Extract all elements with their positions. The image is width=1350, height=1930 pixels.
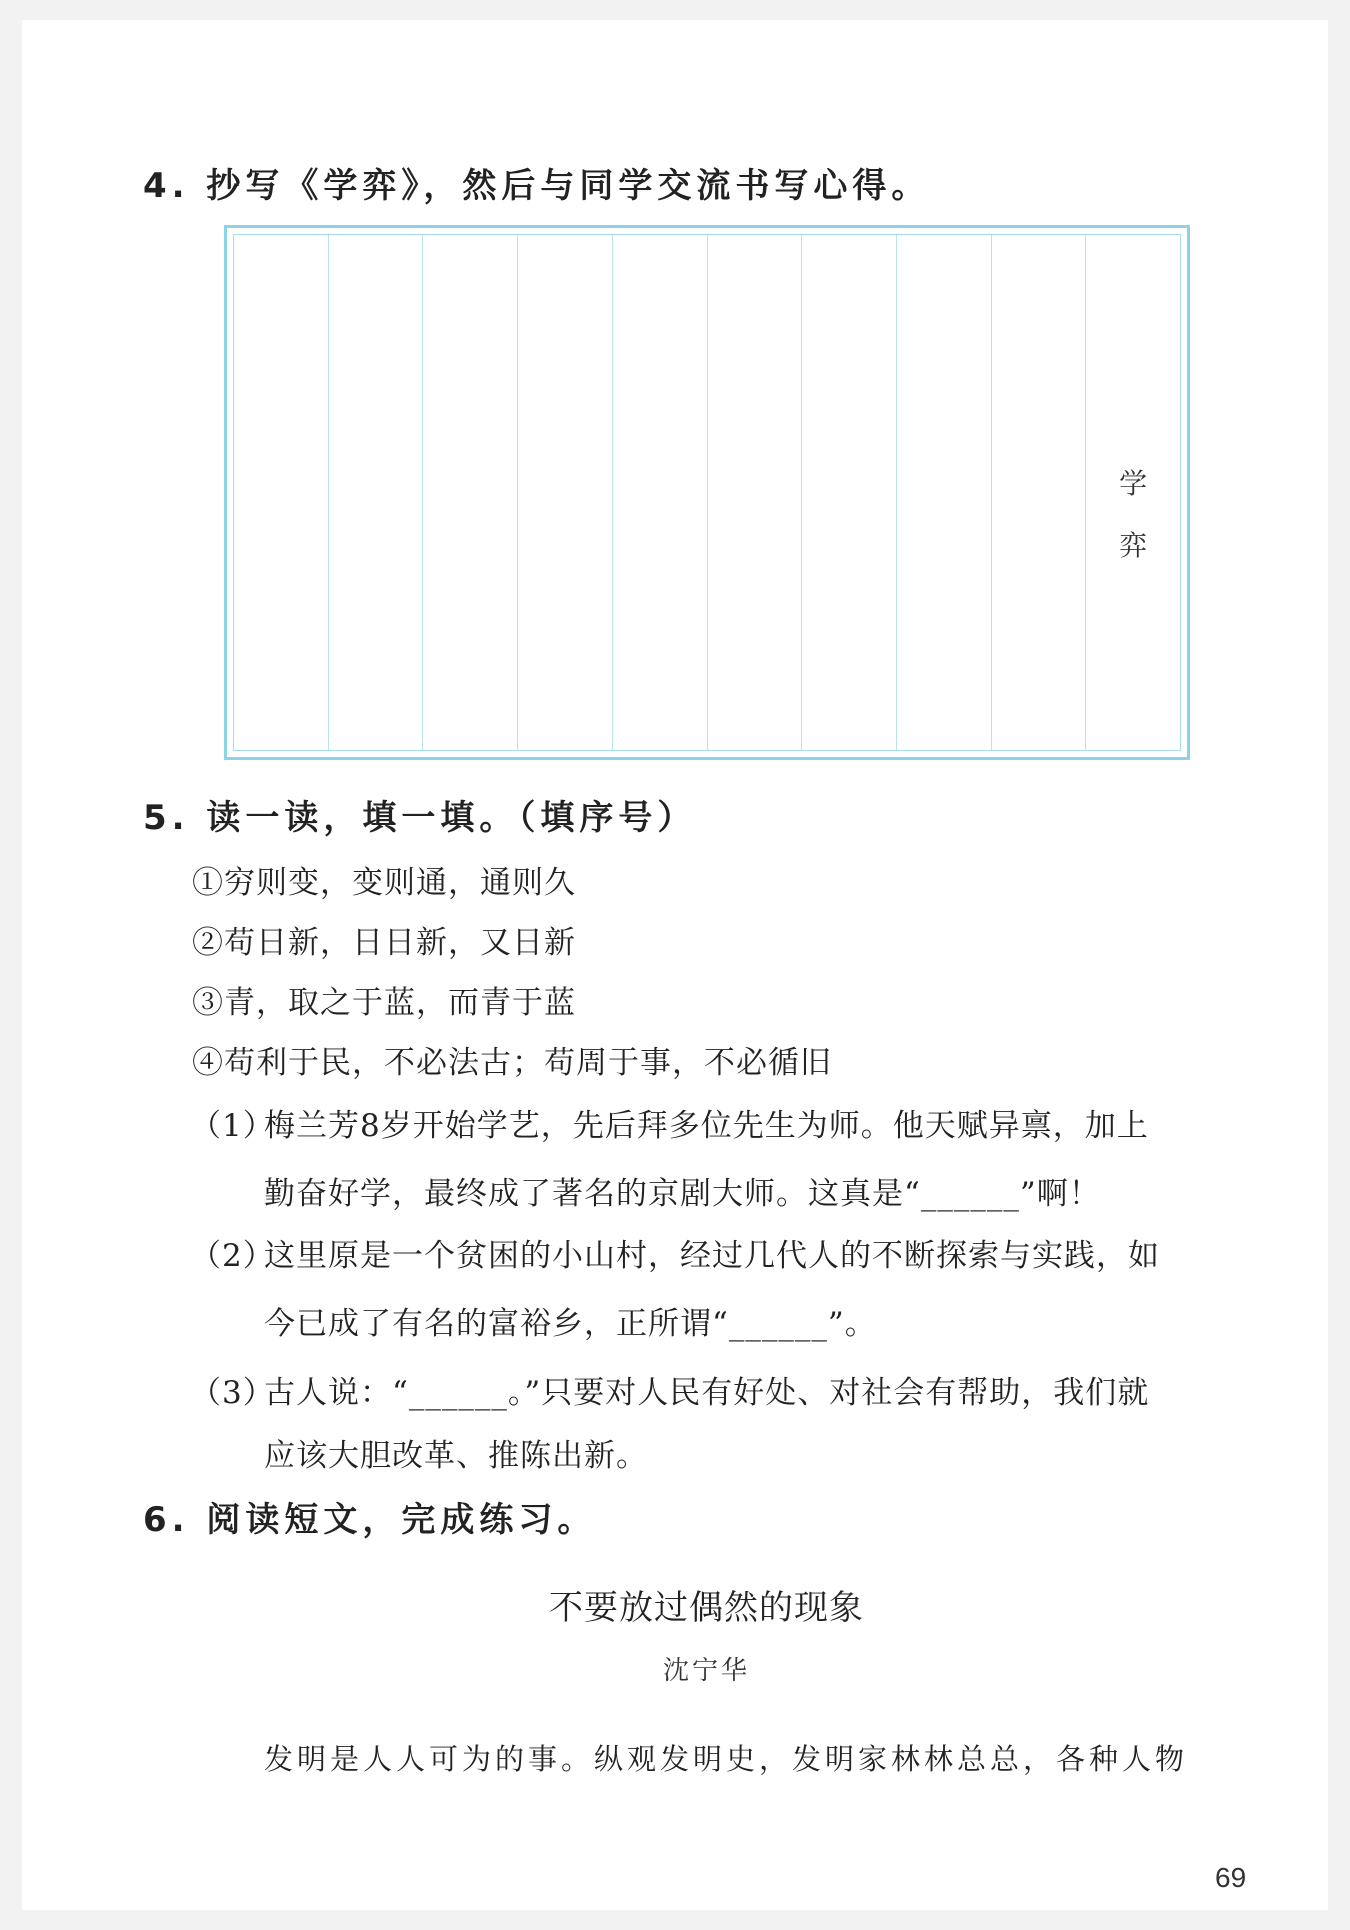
item-2-line-2: 今已成了有名的富裕乡，正所谓“______”。 — [264, 1306, 877, 1342]
grid-column[interactable] — [613, 235, 708, 750]
grid-title-char: 弈 — [1119, 529, 1148, 562]
grid-column[interactable] — [329, 235, 424, 750]
option-1: ①穷则变，变则通，通则久 — [192, 865, 576, 901]
item-1-number: （1） — [190, 1108, 275, 1144]
item-1-line-1: 梅兰芳8岁开始学艺，先后拜多位先生为师。他天赋异禀，加上 — [264, 1108, 1149, 1144]
page-number: 69 — [1215, 1862, 1247, 1893]
item-3-number: （3） — [190, 1375, 275, 1411]
grid-column[interactable] — [234, 235, 329, 750]
option-3: ③青，取之于蓝，而青于蓝 — [192, 985, 576, 1021]
question-4-title: 4. 抄写《学弈》，然后与同学交流书写心得。 — [143, 166, 931, 206]
option-4: ④苟利于民，不必法古；苟周于事，不必循旧 — [192, 1045, 832, 1081]
grid-column[interactable] — [897, 235, 992, 750]
article-first-line: 发明是人人可为的事。纵观发明史，发明家林林总总，各种人物 — [264, 1742, 1189, 1776]
item-3-line-2: 应该大胆改革、推陈出新。 — [264, 1438, 648, 1474]
item-1-line-2: 勤奋好学，最终成了著名的京剧大师。这真是“______”啊！ — [264, 1176, 1101, 1212]
grid-vertical-title — [1118, 453, 1148, 577]
copy-writing-grid[interactable] — [224, 225, 1190, 760]
grid-column[interactable] — [708, 235, 803, 750]
article-title: 不要放过偶然的现象 — [549, 1588, 864, 1628]
question-6-title: 6. 阅读短文，完成练习。 — [143, 1500, 597, 1540]
grid-title-char: 学 — [1119, 467, 1148, 500]
option-2: ②苟日新，日日新，又日新 — [192, 925, 576, 961]
grid-column[interactable] — [518, 235, 613, 750]
item-3-line-1: 古人说：“______。”只要对人民有好处、对社会有帮助，我们就 — [264, 1375, 1150, 1411]
article-author: 沈宁华 — [662, 1656, 750, 1686]
grid-column[interactable] — [992, 235, 1087, 750]
item-2-number: （2） — [190, 1238, 275, 1274]
grid-column[interactable] — [423, 235, 518, 750]
question-5-title: 5. 读一读，填一填。（填序号） — [143, 798, 697, 838]
grid-column[interactable] — [802, 235, 897, 750]
grid-title-column — [1086, 235, 1180, 750]
item-2-line-1: 这里原是一个贫困的小山村，经过几代人的不断探索与实践，如 — [264, 1238, 1160, 1274]
